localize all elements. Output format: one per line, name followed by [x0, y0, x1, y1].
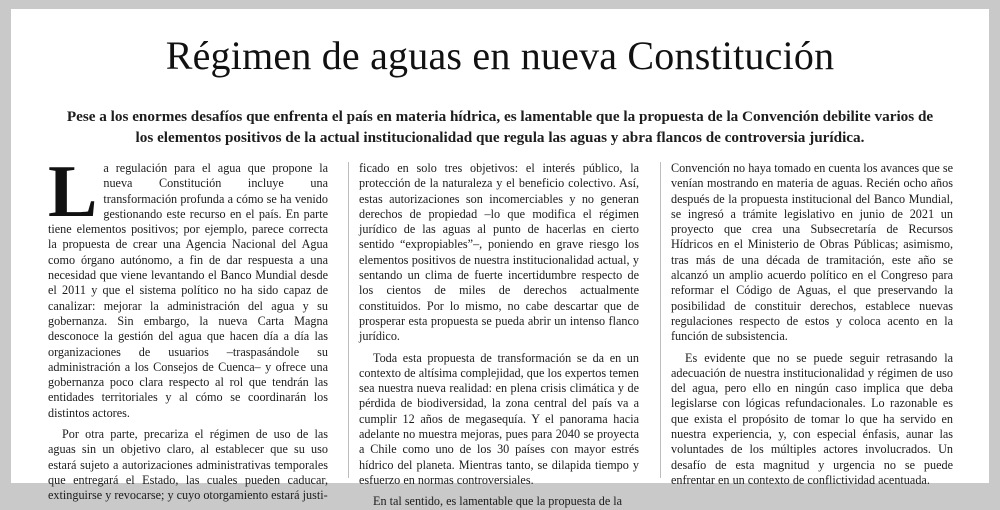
paragraph: En tal sentido, es lamentable que la propuesta de la [373, 494, 623, 509]
column-2 [359, 161, 639, 510]
column-1 [48, 151, 328, 504]
article-title: Régimen de aguas en nueva Constitución [165, 33, 835, 78]
newspaper-page [11, 9, 989, 509]
drop-cap: L [48, 151, 98, 233]
paragraph: Es evidente que no se puede seguir retrasando la adecuación de nuestra institucionalidad y régimen de uso del agua, pero ello en ningún caso implica que deba legislarse con lógicas refundacionales. Lo razonable es que exista el propósito de tomar lo que ha servido en nuestra experiencia, y, con especial énfasis, aunar las voluntades de los múltiples actores involucrados. Un desafío de esta magnitud y urgencia no se puede enfrentar en un contexto de conflictividad acentuada. [671, 350, 953, 487]
article-lead: Pese a los enormes desafíos que enfrenta el país en materia hídrica, es lamentable que la propuesta de la Convención debilite varios de los elementos positivos de la actual institucionalidad que regula las aguas y abra flancos de controversia jurídica. [66, 108, 934, 146]
paragraph: ficado en solo tres objetivos: el interés público, la protección de la naturaleza y el beneficio colectivo. Así, estas autorizaciones son incomerciables y no generan derechos de propiedad –lo que modifica el régimen jurídico de las aguas al punto de hacerlas en cierto sentido “expropiables”–, poniendo en grave riesgo los elementos positivos de nuestra institucionalidad actual, y sentando un clima de fuerte incertidumbre respecto de los cientos de miles de derechos actualmente constituidos. Por lo mismo, no cabe descartar que de prosperar esta propuesta se pueda abrir un intenso flanco jurídico. [359, 161, 639, 344]
paragraph [48, 151, 328, 421]
paragraph-text: a regulación para el agua que propone la nueva Constitución incluye una transformación profunda a cómo se ha venido gestionando este recurso en el país. En parte tiene elementos positivos; por ejemplo, parece correcta la propuesta de crear una Agencia Nacional del Agua como órgano autónomo, a fin de dar respuesta a una necesidad que viene levantando el Banco Mundial desde el 2011 y que el sistema político no ha sido capaz de canalizar: mejorar la administración del agua y su gobernanza. Sin embargo, la nueva Carta Magna desconoce la gestión del agua que hacen día a día las organizaciones de usuarios –traspasándole su administración a los Consejos de Cuenca– y ofrece una gobernanza poco clara respecto al rol que tendrán las entidades territoriales y al cómo se coordinarán los distintos actores. [48, 161, 328, 420]
column-divider [660, 162, 661, 478]
paragraph: Toda esta propuesta de transformación se da en un contexto de altísima complejidad, que los expertos temen sea nuestra nueva realidad: en plena crisis climática y de pérdida de biodiversidad, la zona central del país va a cumplir 12 años de megasequía. Y el panorama hacia adelante no muestra mejoras, pues para 2040 se proyecta a Chile como uno de los 30 países con mayor estrés hídrico del planeta. Mientras tanto, se dilapida tiempo y esfuerzo en normas controversiales. [359, 350, 639, 487]
column-3 [671, 161, 953, 488]
column-divider [348, 162, 349, 478]
paragraph: Convención no haya tomado en cuenta los avances que se venían mostrando en materia de aguas. Recién ocho años después de la propuesta institucional del Banco Mundial, se ingresó a trámite legislativo en junio de 2021 un proyecto que crea una Subsecretaría de Recursos Hídricos en el Ministerio de Obras Públicas; asimismo, tras más de una década de tramitación, este año se alcanzó un amplio acuerdo político en el Congreso para reformar el Código de Aguas, el que preservando la posibilidad de constituir derechos, establece nuevas regulaciones respecto de estos y coloca acento en la función de subsistencia. [671, 161, 953, 344]
paragraph: Por otra parte, precariza el régimen de uso de las aguas sin un objetivo claro, al establecer que su uso estará sujeto a autorizaciones administrativas temporales que entregará el Estado, las cuales pueden caducar, extinguirse y revocarse; y cuyo otorgamiento estará justi- [48, 427, 328, 503]
